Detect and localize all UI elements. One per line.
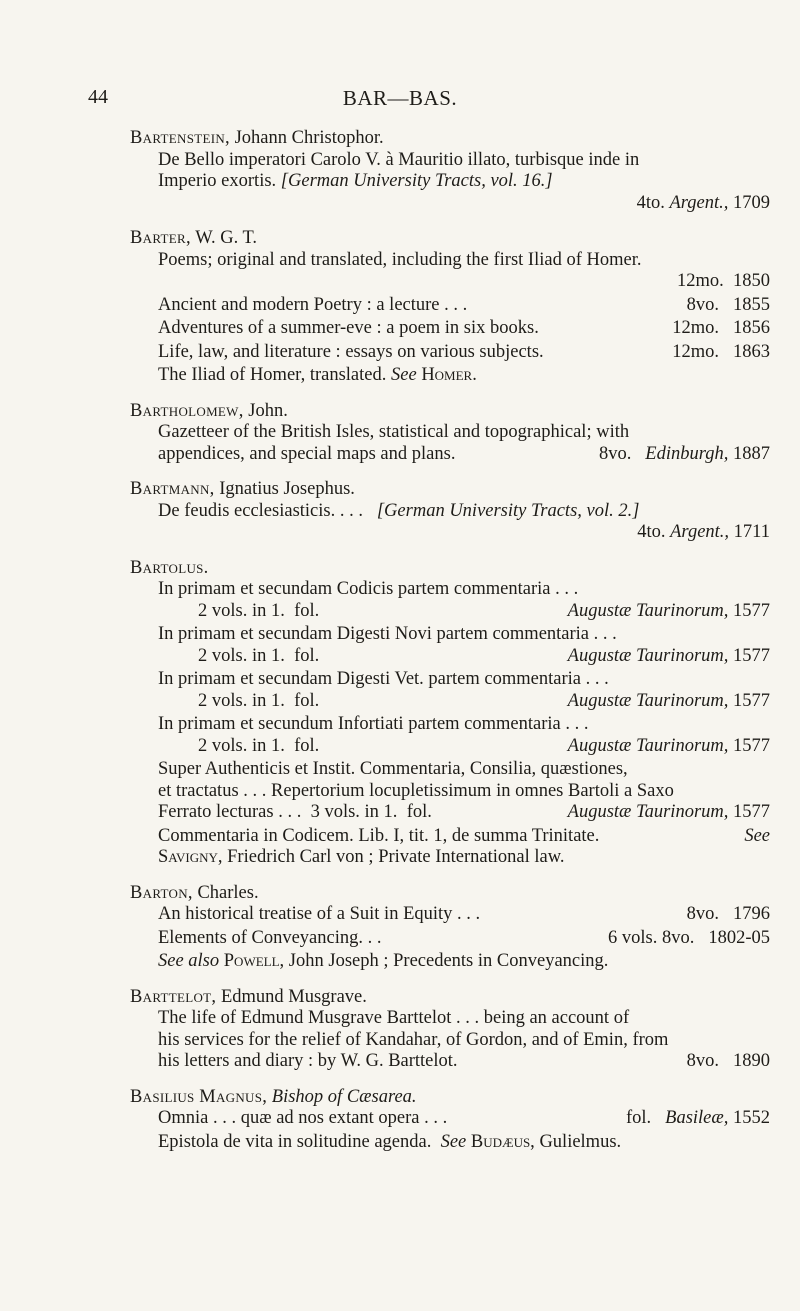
work-item bbox=[130, 759, 770, 824]
work-year: 1577 bbox=[733, 645, 770, 666]
entry-surname: Barttelot, bbox=[130, 986, 217, 1007]
work-volumes: 2 vols. in 1. bbox=[198, 690, 285, 711]
work-title-line2: appendices, and special maps and plans. bbox=[158, 443, 456, 464]
see-reference-detail: Friedrich Carl von ; Private International law. bbox=[227, 847, 565, 867]
entry-heading bbox=[130, 228, 770, 250]
work-imprint bbox=[158, 1051, 770, 1073]
entry-epithet: Bishop of Cæsarea. bbox=[271, 1086, 417, 1107]
work-imprint bbox=[158, 646, 770, 668]
entry-forename: Charles. bbox=[197, 882, 259, 903]
entry-surname: Bartolus. bbox=[130, 557, 209, 578]
work-format: 8vo. bbox=[686, 294, 719, 315]
work-title: Omnia . . . quæ ad nos extant opera . . . bbox=[158, 1108, 448, 1128]
entry-forename: Edmund Musgrave. bbox=[220, 986, 367, 1007]
see-reference-label: See bbox=[391, 365, 417, 385]
entry-heading bbox=[130, 1087, 770, 1109]
work-format: 8vo. bbox=[599, 443, 632, 464]
work-title-line2: et tractatus . . . Repertorium locupletissimum in omnes Bartoli a Saxo bbox=[158, 780, 674, 801]
work-format: 8vo. bbox=[686, 904, 719, 924]
entry-forename: Johann Christophor. bbox=[234, 128, 384, 148]
work-title-line3: his letters and diary : by W. G. Barttelot. bbox=[158, 1051, 458, 1071]
work-year: 1577 bbox=[733, 802, 770, 822]
work-place: Augustæ Taurinorum, bbox=[567, 735, 729, 756]
entry-forename: W. G. T. bbox=[195, 228, 258, 248]
see-reference-label: See bbox=[744, 825, 770, 846]
work-format: 4to. bbox=[636, 192, 665, 213]
work-place: Edinburgh, bbox=[645, 443, 729, 464]
entry-surname: Barton, bbox=[130, 882, 193, 903]
work-format: 6 vols. 8vo. bbox=[607, 927, 695, 948]
work-item bbox=[130, 1108, 770, 1130]
work-imprint bbox=[158, 802, 770, 824]
work-item bbox=[130, 501, 770, 544]
work-title: Poems; original and translated, including the first Iliad of Homer. bbox=[158, 249, 642, 270]
work-item bbox=[130, 318, 770, 340]
work-title: The life of Edmund Musgrave Barttelot . . . being an account of bbox=[158, 1008, 630, 1028]
catalogue-entry bbox=[130, 1087, 770, 1154]
catalogue-entry bbox=[130, 558, 770, 869]
entry-forename: Magnus, bbox=[199, 1086, 268, 1107]
work-volumes: 2 vols. in 1. bbox=[198, 600, 285, 621]
entry-forename: Ignatius Josephus. bbox=[219, 479, 355, 499]
work-title: Ancient and modern Poetry : a lecture . . . bbox=[158, 294, 468, 315]
work-title: Gazetteer of the British Isles, statistical and topographical; with bbox=[158, 422, 630, 442]
work-format: 12mo. bbox=[672, 341, 719, 362]
work-title: In primam et secundam Digesti Vet. partem commentaria . . . bbox=[158, 669, 609, 689]
catalogue-entry bbox=[130, 228, 770, 387]
work-place: Basileæ, bbox=[665, 1108, 729, 1128]
work-year: 1855 bbox=[733, 294, 770, 315]
work-imprint bbox=[158, 601, 770, 623]
work-item bbox=[130, 904, 770, 926]
work-imprint bbox=[158, 736, 770, 758]
work-title: An historical treatise of a Suit in Equity . . . bbox=[158, 904, 481, 924]
work-title-cont bbox=[158, 171, 770, 193]
work-place: Augustæ Taurinorum, bbox=[567, 600, 729, 621]
work-title: De Bello imperatori Carolo V. à Mauritio illato, turbisque inde in bbox=[158, 149, 640, 170]
work-title-cont bbox=[158, 444, 770, 466]
work-format: fol. bbox=[294, 645, 320, 666]
work-place: Augustæ Taurinorum, bbox=[567, 690, 729, 711]
work-title: Life, law, and literature : essays on various subjects. bbox=[158, 341, 544, 362]
work-item bbox=[130, 579, 770, 622]
work-item bbox=[130, 250, 770, 293]
entry-heading bbox=[130, 479, 770, 501]
work-title-line2: Imperio exortis. bbox=[158, 171, 277, 191]
running-head: BAR—BAS. bbox=[342, 86, 458, 110]
work-item bbox=[130, 1132, 770, 1154]
entry-heading bbox=[130, 558, 770, 580]
work-item bbox=[130, 365, 770, 387]
catalogue-content bbox=[130, 128, 770, 1167]
see-reference-name: Budæus, bbox=[470, 1131, 535, 1152]
work-volumes: 2 vols. in 1. bbox=[198, 645, 285, 666]
work-format: fol. bbox=[294, 690, 320, 711]
work-year: 1709 bbox=[733, 192, 770, 213]
work-title: The Iliad of Homer, translated. bbox=[158, 365, 387, 385]
work-place: Argent., bbox=[669, 192, 729, 213]
work-format: 4to. bbox=[637, 522, 666, 542]
work-item bbox=[130, 669, 770, 712]
work-title-line2: his services for the relief of Kandahar, of Gordon, and of Emin, from bbox=[158, 1029, 669, 1050]
see-reference-name: Powell, bbox=[223, 951, 285, 971]
work-imprint bbox=[158, 193, 770, 215]
work-place: Augustæ Taurinorum, bbox=[567, 645, 729, 666]
work-format: fol. bbox=[406, 802, 432, 822]
work-format: 12mo. bbox=[672, 318, 719, 338]
work-title: Commentaria in Codicem. Lib. I, tit. 1, de summa Trinitate. bbox=[158, 825, 600, 846]
work-title: Epistola de vita in solitudine agenda. bbox=[158, 1131, 432, 1152]
work-year: 1850 bbox=[733, 271, 770, 291]
work-item bbox=[130, 342, 770, 364]
work-imprint bbox=[158, 691, 770, 713]
entry-surname: Barter, bbox=[130, 228, 191, 248]
catalogue-entry bbox=[130, 479, 770, 544]
work-format: fol. bbox=[625, 1108, 652, 1128]
see-reference-label: See bbox=[440, 1131, 467, 1152]
entry-forename: John. bbox=[248, 400, 288, 421]
work-place: Augustæ Taurinorum, bbox=[567, 802, 729, 822]
catalogue-entry bbox=[130, 987, 770, 1073]
entry-surname: Bartmann, bbox=[130, 479, 215, 499]
work-format: 8vo. bbox=[686, 1051, 719, 1071]
see-reference-detail: John Joseph ; Precedents in Conveyancing. bbox=[288, 951, 609, 971]
work-title: In primam et secundam Codicis partem commentaria . . . bbox=[158, 579, 579, 599]
work-item bbox=[130, 951, 770, 973]
work-year: 1796 bbox=[733, 904, 770, 924]
work-year: 1890 bbox=[733, 1051, 770, 1071]
entry-heading bbox=[130, 883, 770, 905]
work-imprint bbox=[158, 522, 770, 544]
work-item bbox=[130, 826, 770, 869]
work-volumes: 2 vols. in 1. bbox=[198, 735, 285, 756]
work-title: De feudis ecclesiasticis. . . . bbox=[158, 500, 363, 521]
catalogue-entry bbox=[130, 883, 770, 973]
entry-surname: Basilius bbox=[130, 1086, 195, 1107]
work-year: 1802-05 bbox=[708, 927, 770, 948]
work-item bbox=[130, 1008, 770, 1073]
see-reference-label: See also bbox=[158, 951, 220, 971]
work-year: 1577 bbox=[733, 600, 770, 621]
work-item bbox=[130, 422, 770, 465]
page-number: 44 bbox=[88, 86, 108, 108]
work-item bbox=[130, 714, 770, 757]
work-series: [German University Tracts, vol. 16.] bbox=[280, 171, 553, 191]
entry-heading bbox=[130, 128, 770, 150]
work-place: Argent., bbox=[670, 522, 730, 542]
entry-surname: Bartholomew, bbox=[130, 400, 244, 421]
work-title: Adventures of a summer-eve : a poem in six books. bbox=[158, 318, 539, 338]
see-reference-name: Savigny, bbox=[158, 847, 223, 867]
work-year: 1577 bbox=[733, 690, 770, 711]
catalogue-entry bbox=[130, 401, 770, 466]
work-format: 12mo. bbox=[676, 271, 724, 291]
work-volumes: 3 vols. in 1. bbox=[310, 802, 398, 822]
work-year: 1711 bbox=[733, 522, 770, 542]
work-format: fol. bbox=[294, 735, 320, 756]
work-title: In primam et secundum Infortiati partem commentaria . . . bbox=[158, 714, 589, 734]
work-format: fol. bbox=[294, 600, 320, 621]
page-header bbox=[0, 86, 800, 116]
work-title: Super Authenticis et Instit. Commentaria, Consilia, quæstiones, bbox=[158, 759, 628, 779]
work-item bbox=[130, 150, 770, 215]
entry-surname: Bartenstein, bbox=[130, 128, 230, 148]
work-series: [German University Tracts, vol. 2.] bbox=[376, 500, 640, 521]
work-year: 1887 bbox=[733, 443, 770, 464]
work-item bbox=[130, 928, 770, 950]
work-item bbox=[130, 295, 770, 317]
entry-heading bbox=[130, 987, 770, 1009]
entry-heading bbox=[130, 401, 770, 423]
see-reference-detail: Gulielmus. bbox=[539, 1131, 622, 1152]
see-reference-name: Homer. bbox=[421, 365, 477, 385]
catalogue-entry bbox=[130, 128, 770, 214]
work-title-line3: Ferrato lecturas . . . bbox=[158, 802, 302, 822]
work-year: 1552 bbox=[733, 1108, 770, 1128]
work-year: 1856 bbox=[733, 318, 770, 338]
work-title: Elements of Conveyancing. . . bbox=[158, 927, 382, 948]
work-imprint bbox=[158, 271, 770, 293]
work-title: In primam et secundam Digesti Novi partem commentaria . . . bbox=[158, 624, 617, 644]
work-year: 1577 bbox=[733, 735, 770, 756]
work-year: 1863 bbox=[733, 341, 770, 362]
work-item bbox=[130, 624, 770, 667]
